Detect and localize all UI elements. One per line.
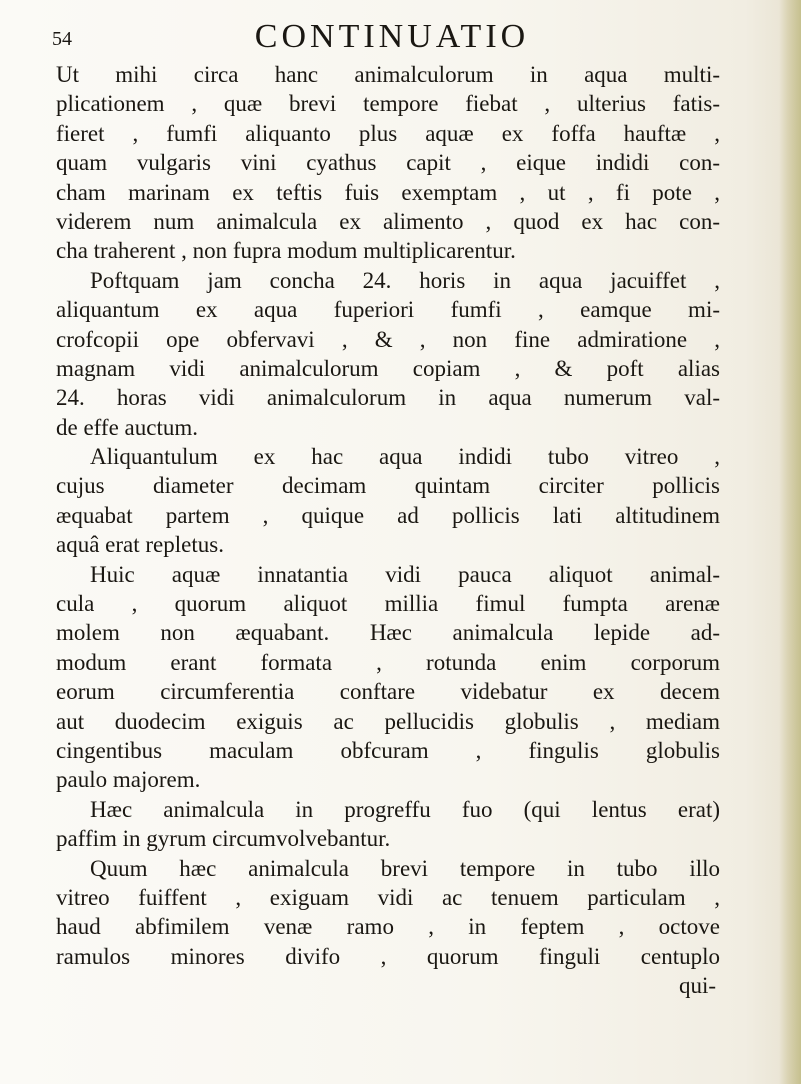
text-line: modum erant formata , rotunda enim corporum [56,649,720,675]
text-line: fieret , fumfi aliquanto plus aquæ ex foffa hauftæ , [56,120,720,146]
text-line: aliquantum ex aqua fuperiori fumfi , eamque mi- [56,297,720,323]
text-line: cujus diameter decimam quintam circiter pollicis [56,473,720,499]
text-line: ramulos minores divifo , quorum finguli centuplo [56,943,720,969]
text-line: haud abfimilem venæ ramo , in feptem , octove [56,914,720,940]
text-line: paffim in gyrum circumvolvebantur. [56,826,391,852]
page-header [52,18,732,58]
text-line: eorum circumferentia conftare videbatur ex decem [56,679,720,705]
text-line: magnam vidi animalculorum copiam , & poft alias [56,355,720,381]
text-line: cham marinam ex teftis fuis exemptam , ut , fi pote , [56,179,720,205]
catchword: qui- [678,973,716,999]
text-line: vitreo fuiffent , exiguam vidi ac tenuem particulam , [56,884,720,910]
text-line: quam vulgaris vini cyathus capit , eique indidi con- [56,150,720,176]
text-line: Huic aquæ innatantia vidi pauca aliquot animal- [90,561,720,587]
text-line: aquâ erat repletus. [56,532,224,558]
text-line: cha traherent , non fupra modum multiplicarentur. [56,238,516,264]
text-line: Poftquam jam concha 24. horis in aqua jacuiffet , [90,267,720,293]
text-line: paulo majorem. [56,767,201,793]
text-line: æquabat partem , quique ad pollicis lati altitudinem [56,502,720,528]
text-line: crofcopii ope obfervavi , & , non fine admiratione , [56,326,720,352]
text-line: Quum hæc animalcula brevi tempore in tubo illo [90,855,720,881]
text-line: Hæc animalcula in progreffu fuo (qui lentus erat) [90,796,720,822]
page-edge-shading [779,0,801,1084]
running-head: CONTINUATIO [254,18,530,55]
body-text [56,60,720,1001]
text-line: Ut mihi circa hanc animalculorum in aqua multi- [56,62,720,87]
text-line: molem non æquabant. Hæc animalcula lepide ad- [56,620,720,646]
text-line: 24. horas vidi animalculorum in aqua numerum val- [56,385,720,411]
page-number: 54 [52,28,72,50]
text-line: Aliquantulum ex hac aqua indidi tubo vitreo , [90,444,720,470]
text-line: aut duodecim exiguis ac pellucidis globulis , mediam [56,708,720,734]
text-line: plicationem , quæ brevi tempore fiebat , ulterius fatis- [56,91,720,117]
text-line: viderem num animalcula ex alimento , quod ex hac con- [56,208,720,234]
text-line: de effe auctum. [56,414,198,440]
text-line: cingentibus maculam obfcuram , fingulis globulis [56,737,720,763]
text-line: cula , quorum aliquot millia fimul fumpta arenæ [56,591,720,617]
